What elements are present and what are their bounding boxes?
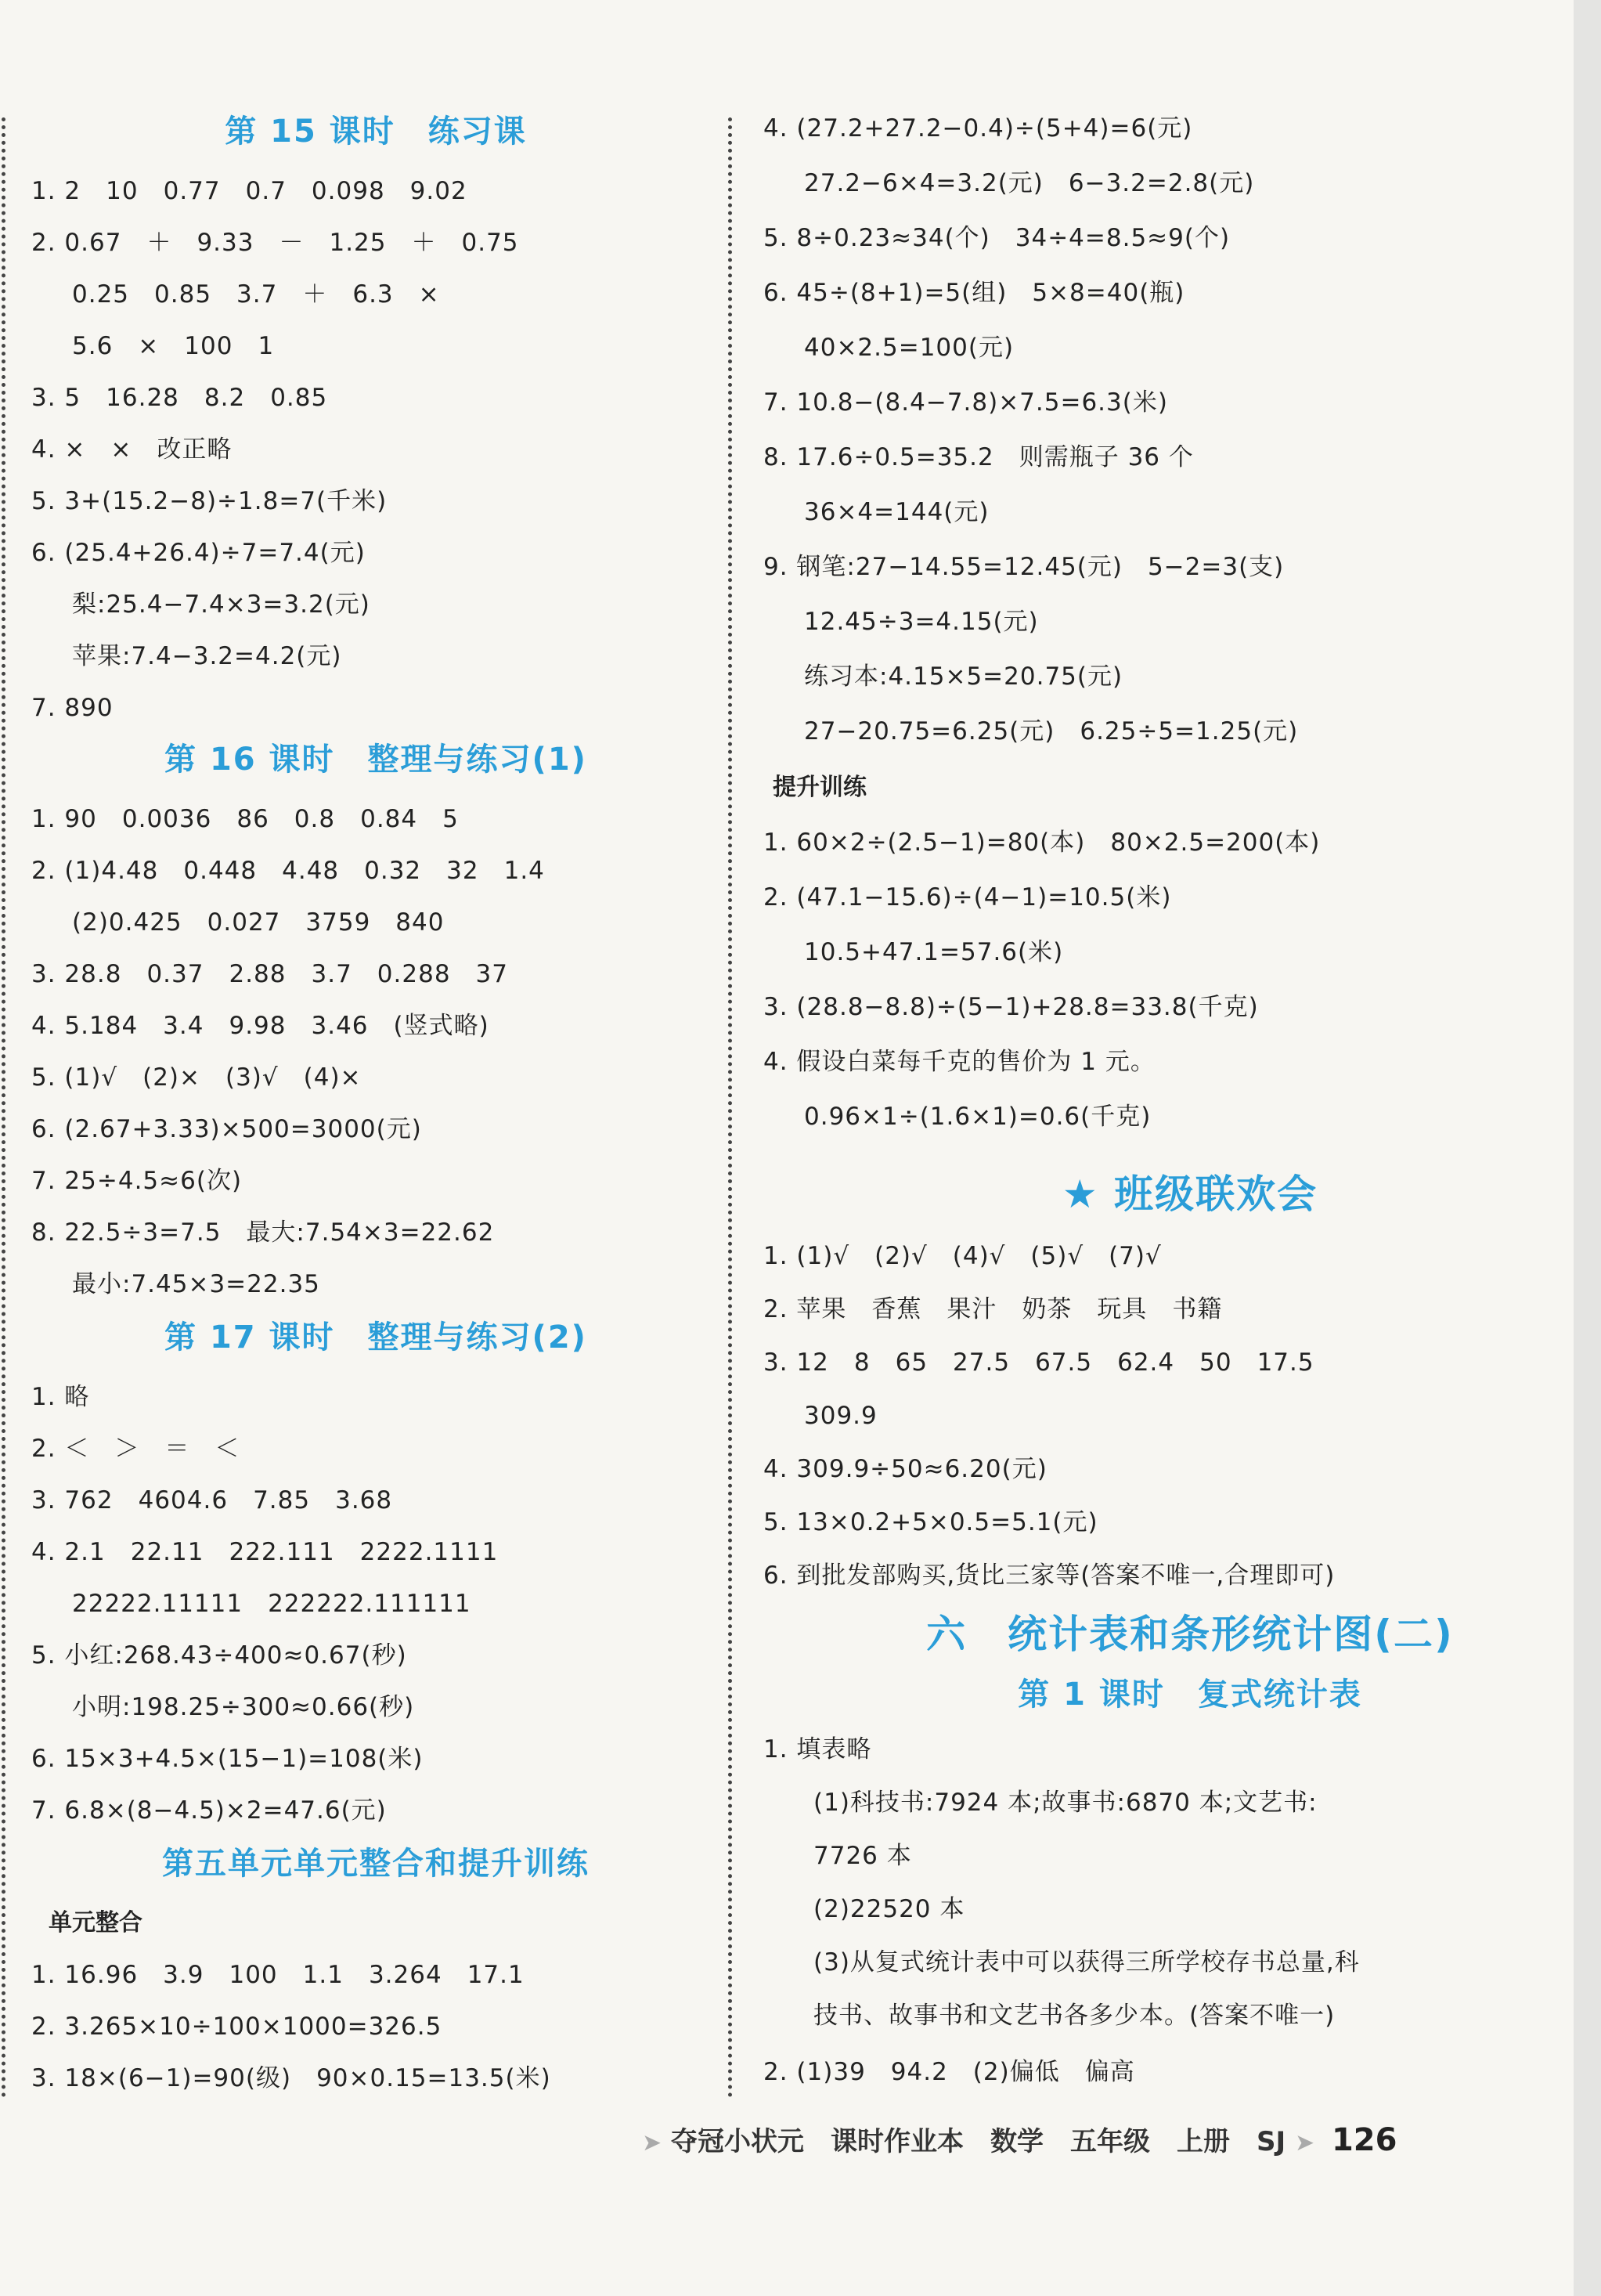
answer-line: 27.2−6×4=3.2(元) 6−3.2=2.8(元) (804, 169, 1255, 197)
answer-line: 5. 3+(15.2−8)÷1.8=7(千米) (31, 487, 388, 515)
answer-line: 6. (25.4+26.4)÷7=7.4(元) (31, 539, 366, 567)
answer-line: 技书、故事书和文艺书各多少本。(答案不唯一) (813, 2002, 1336, 2030)
answer-line: (3)从复式统计表中可以获得三所学校存书总量,科 (813, 1948, 1360, 1977)
answer-line: 3. 762 4604.6 7.85 3.68 (31, 1486, 393, 1514)
answer-line: 练习本:4.15×5=20.75(元) (804, 662, 1123, 691)
answer-line: 7. 6.8×(8−4.5)×2=47.6(元) (31, 1796, 387, 1825)
answer-line: 6. 45÷(8+1)=5(组) 5×8=40(瓶) (763, 279, 1185, 307)
answer-line: 4. 2.1 22.11 222.111 2222.1111 (31, 1538, 499, 1566)
subheading-improvement-training: 提升训练 (773, 774, 867, 801)
answer-line: 22222.11111 222222.111111 (72, 1590, 471, 1618)
answer-line: 2. (47.1−15.6)÷(4−1)=10.5(米) (763, 883, 1172, 912)
answer-line: 309.9 (804, 1402, 878, 1430)
page-footer (642, 2121, 1397, 2163)
heading-unit-6-lesson-1: 第 1 课时 复式统计表 (1018, 1677, 1362, 1713)
answer-line: (1)科技书:7924 本;故事书:6870 本;文艺书: (813, 1789, 1318, 1817)
answer-line: 4. 假设白菜每千克的售价为 1 元。 (763, 1048, 1156, 1076)
heading-unit-5-review: 第五单元单元整合和提升训练 (162, 1846, 590, 1882)
answer-line: 3. 28.8 0.37 2.88 3.7 0.288 37 (31, 960, 508, 988)
answer-line: 梨:25.4−7.4×3=3.2(元) (72, 590, 370, 619)
answer-line: 0.25 0.85 3.7 ＋ 6.3 × (72, 280, 440, 309)
answer-line: 36×4=144(元) (804, 498, 990, 526)
answer-line: 3. (28.8−8.8)÷(5−1)+28.8=33.8(千克) (763, 993, 1259, 1021)
answer-line: 6. 到批发部购买,货比三家等(答案不唯一,合理即可) (763, 1561, 1336, 1590)
binding-dots-left (2, 117, 5, 2099)
answer-line: 1. 60×2÷(2.5−1)=80(本) 80×2.5=200(本) (763, 829, 1321, 857)
heading-lesson-15: 第 15 课时 练习课 (225, 114, 527, 150)
answer-line: 9. 钢笔:27−14.55=12.45(元) 5−2=3(支) (763, 553, 1285, 581)
footer-brand: 夺冠小状元 课时作业本 数学 五年级 上册 SJ (670, 2126, 1286, 2157)
answer-line: 最小:7.45×3=22.35 (72, 1270, 320, 1298)
answer-line: 4. × × 改正略 (31, 435, 233, 464)
page-number: 126 (1331, 2122, 1397, 2158)
answer-line: 3. 5 16.28 8.2 0.85 (31, 384, 328, 412)
arrow-icon: ➤ (1294, 2129, 1315, 2157)
answer-line: 7726 本 (813, 1842, 912, 1870)
answer-line: 8. 22.5÷3=7.5 最大:7.54×3=22.62 (31, 1218, 495, 1247)
answer-line: (2)0.425 0.027 3759 840 (72, 908, 445, 937)
answer-line: 2. 苹果 香蕉 果汁 奶茶 玩具 书籍 (763, 1295, 1223, 1323)
answer-line: 1. 略 (31, 1383, 90, 1411)
answer-line: 40×2.5=100(元) (804, 334, 1015, 362)
answer-line: 2. ＜ ＞ ＝ ＜ (31, 1435, 240, 1463)
answer-line: 5. 小红:268.43÷400≈0.67(秒) (31, 1641, 407, 1670)
answer-line: 1. 16.96 3.9 100 1.1 3.264 17.1 (31, 1961, 525, 1989)
answer-line: 7. 10.8−(8.4−7.8)×7.5=6.3(米) (763, 388, 1168, 417)
heading-lesson-16: 第 16 课时 整理与练习(1) (164, 742, 587, 778)
subheading-unit-integration: 单元整合 (49, 1909, 142, 1937)
answer-line: 0.96×1÷(1.6×1)=0.6(千克) (804, 1103, 1152, 1131)
answer-line: 7. 25÷4.5≈6(次) (31, 1167, 243, 1195)
arrow-icon: ➤ (642, 2129, 662, 2157)
answer-line: 2. (1)39 94.2 (2)偏低 偏高 (763, 2058, 1135, 2086)
answer-line: 小明:198.25÷300≈0.66(秒) (72, 1693, 415, 1721)
answer-line: 2. 3.265×10÷100×1000=326.5 (31, 2013, 442, 2041)
answer-line: 10.5+47.1=57.6(米) (804, 938, 1064, 966)
binding-dots-middle (728, 117, 732, 2099)
answer-line: 6. 15×3+4.5×(15−1)=108(米) (31, 1745, 424, 1773)
answer-line: 12.45÷3=4.15(元) (804, 608, 1039, 636)
answer-line: 4. 309.9÷50≈6.20(元) (763, 1455, 1048, 1483)
answer-line: 5. 13×0.2+5×0.5=5.1(元) (763, 1508, 1098, 1536)
answer-line: 4. 5.184 3.4 9.98 3.46 (竖式略) (31, 1012, 489, 1040)
answer-line: 2. 0.67 ＋ 9.33 － 1.25 ＋ 0.75 (31, 229, 519, 257)
answer-line: 5. 8÷0.23≈34(个) 34÷4=8.5≈9(个) (763, 224, 1231, 252)
heading-class-party: ★ 班级联欢会 (1062, 1171, 1318, 1217)
answer-line: 6. (2.67+3.33)×500=3000(元) (31, 1115, 422, 1143)
answer-line: 27−20.75=6.25(元) 6.25÷5=1.25(元) (804, 717, 1299, 745)
answer-line: 苹果:7.4−3.2=4.2(元) (72, 642, 342, 670)
answer-line: 1. 90 0.0036 86 0.8 0.84 5 (31, 805, 459, 833)
answer-line: 1. 填表略 (763, 1735, 872, 1764)
heading-lesson-17: 第 17 课时 整理与练习(2) (164, 1319, 587, 1356)
page-edge (1574, 0, 1601, 2296)
answer-line: 1. 2 10 0.77 0.7 0.098 9.02 (31, 177, 467, 205)
answer-line: 7. 890 (31, 694, 114, 722)
answer-line: 2. (1)4.48 0.448 4.48 0.32 32 1.4 (31, 857, 545, 885)
answer-line: 5.6 × 100 1 (72, 332, 275, 360)
answer-line: 3. 18×(6−1)=90(级) 90×0.15=13.5(米) (31, 2064, 551, 2092)
answer-line: (2)22520 本 (813, 1895, 965, 1923)
answer-line: 8. 17.6÷0.5=35.2 则需瓶子 36 个 (763, 443, 1194, 471)
answer-line: 4. (27.2+27.2−0.4)÷(5+4)=6(元) (763, 114, 1193, 143)
heading-unit-6: 六 统计表和条形统计图(二) (926, 1612, 1454, 1657)
answer-line: 5. (1)√ (2)× (3)√ (4)× (31, 1063, 362, 1092)
answer-line: 3. 12 8 65 27.5 67.5 62.4 50 17.5 (763, 1348, 1314, 1377)
answer-line: 1. (1)√ (2)√ (4)√ (5)√ (7)√ (763, 1242, 1162, 1270)
